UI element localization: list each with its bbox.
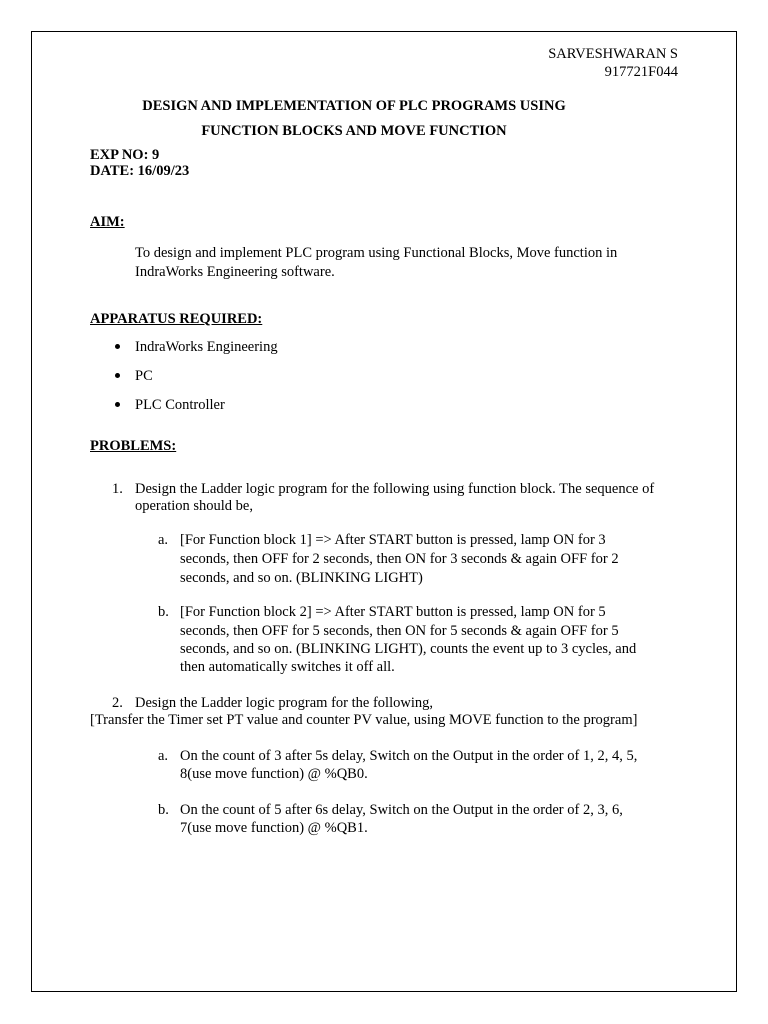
problem-1-number: 1. bbox=[112, 481, 123, 497]
apparatus-item: IndraWorks Engineering bbox=[135, 339, 278, 355]
author-roll-no: 917721F044 bbox=[604, 64, 678, 80]
aim-heading: AIM: bbox=[90, 214, 125, 230]
problem-1b-line1: [For Function block 2] => After START button is pressed, lamp ON for 5 bbox=[180, 604, 606, 620]
problem-2-text-line2: [Transfer the Timer set PT value and counter PV value, using MOVE function to the program] bbox=[90, 712, 638, 728]
problem-2a-line1: On the count of 3 after 5s delay, Switch on the Output in the order of 1, 2, 4, 5, bbox=[180, 748, 638, 764]
problem-1-text-line1: Design the Ladder logic program for the following using function block. The sequence of bbox=[135, 481, 655, 497]
author-name: SARVESHWARAN S bbox=[548, 46, 678, 62]
apparatus-item: PLC Controller bbox=[135, 397, 225, 413]
aim-text-line2: IndraWorks Engineering software. bbox=[135, 264, 335, 280]
problem-1a-marker: a. bbox=[158, 532, 169, 548]
problem-1-text-line2: operation should be, bbox=[135, 498, 253, 514]
aim-text-line1: To design and implement PLC program using Functional Blocks, Move function in bbox=[135, 245, 618, 261]
document-title-line1: DESIGN AND IMPLEMENTATION OF PLC PROGRAMS USING bbox=[142, 98, 566, 114]
problem-1a-line3: seconds, and so on. (BLINKING LIGHT) bbox=[180, 570, 423, 586]
problem-2b-line2: 7(use move function) @ %QB1. bbox=[180, 820, 368, 836]
document-title-line2: FUNCTION BLOCKS AND MOVE FUNCTION bbox=[201, 123, 507, 139]
date: DATE: 16/09/23 bbox=[90, 163, 190, 179]
problem-1b-line2: seconds, then OFF for 5 seconds, then ON for 5 seconds & again OFF for 5 bbox=[180, 623, 619, 639]
problem-1b-line3: seconds, and so on. (BLINKING LIGHT), counts the event up to 3 cycles, and bbox=[180, 641, 637, 657]
exp-no: EXP NO: 9 bbox=[90, 147, 160, 163]
problem-2-text-line1: Design the Ladder logic program for the following, bbox=[135, 695, 433, 711]
apparatus-item: PC bbox=[135, 368, 153, 384]
problems-heading: PROBLEMS: bbox=[90, 438, 177, 454]
problem-1a-line2: seconds, then OFF for 2 seconds, then ON for 3 seconds & again OFF for 2 bbox=[180, 551, 619, 567]
problem-2b-line1: On the count of 5 after 6s delay, Switch on the Output in the order of 2, 3, 6, bbox=[180, 802, 623, 818]
problem-2-number: 2. bbox=[112, 695, 123, 711]
problem-1b-marker: b. bbox=[158, 604, 169, 620]
problem-1a-line1: [For Function block 1] => After START button is pressed, lamp ON for 3 bbox=[180, 532, 606, 548]
apparatus-heading: APPARATUS REQUIRED: bbox=[90, 311, 263, 327]
bullet-icon bbox=[115, 344, 120, 349]
problem-2b-marker: b. bbox=[158, 802, 169, 818]
bullet-icon bbox=[115, 373, 120, 378]
problem-2a-line2: 8(use move function) @ %QB0. bbox=[180, 766, 368, 782]
problem-1b-line4: then automatically switches it off all. bbox=[180, 659, 395, 675]
bullet-icon bbox=[115, 402, 120, 407]
problem-2a-marker: a. bbox=[158, 748, 169, 764]
